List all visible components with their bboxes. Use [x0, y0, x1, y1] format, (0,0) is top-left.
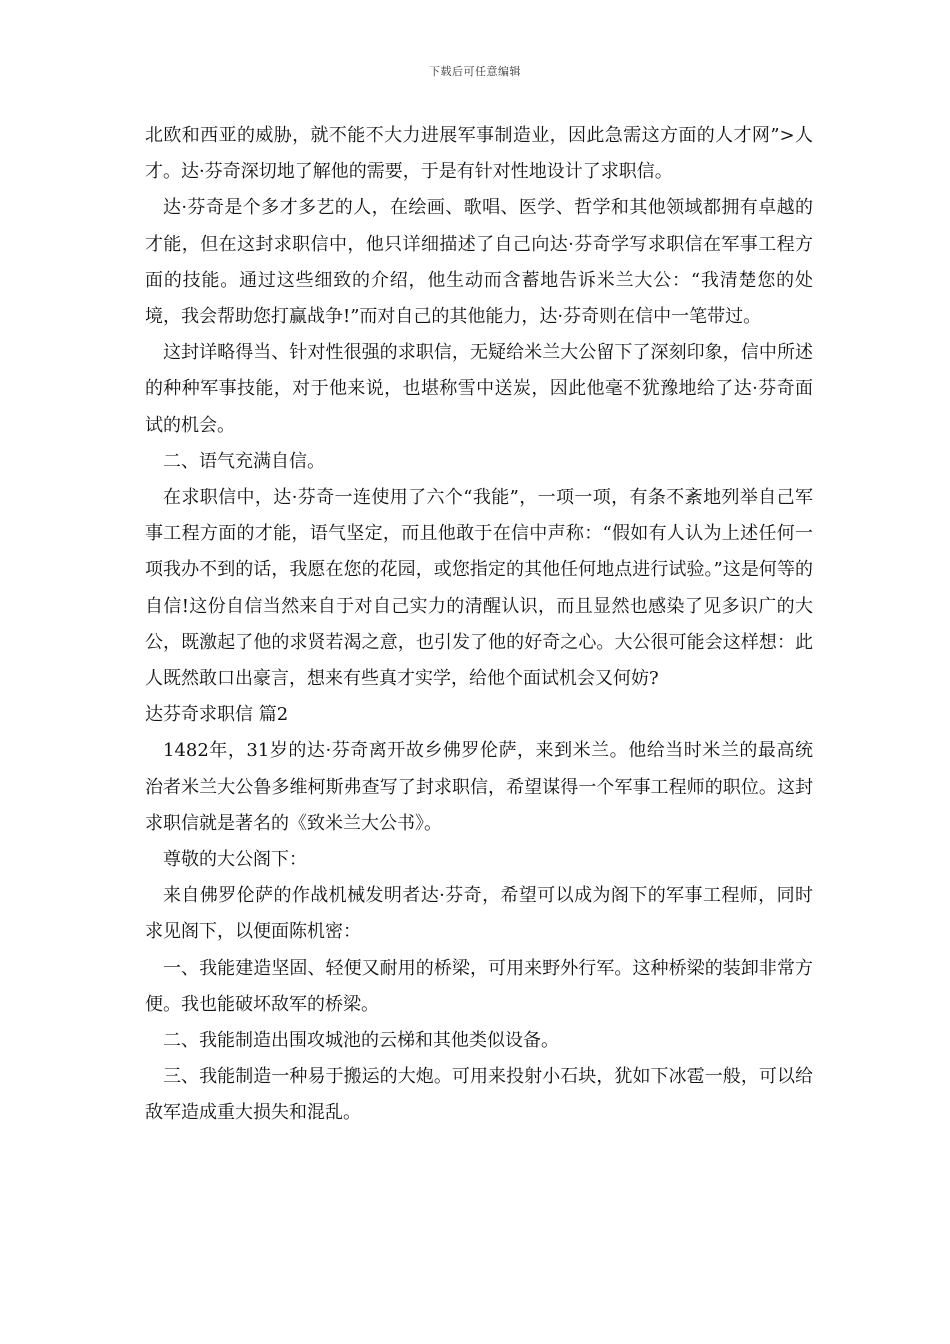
- letter-item-3: 三、我能制造一种易于搬运的大炮。可用来投射小石块，犹如下冰雹一般，可以给敌军造成重大损失和混乱。: [145, 1066, 813, 1124]
- article-title-part-2: 达芬奇求职信 篇2: [145, 704, 289, 726]
- document-body: [145, 118, 813, 1132]
- paragraph-1: 北欧和西亚的威胁，就不能不大力进展军事制造业，因此急需这方面的人才网”>人才。达·芬奇深切地了解他的需要，于是有针对性地设计了求职信。: [145, 125, 813, 183]
- page-header: 下载后可任意编辑: [429, 65, 521, 78]
- letter-item-2: 二、我能制造出围攻城池的云梯和其他类似设备。: [163, 1030, 559, 1052]
- letter-intro: 来自佛罗伦萨的作战机械发明者达·芬奇，希望可以成为阁下的军事工程师，同时求见阁下，以便面陈机密：: [145, 885, 813, 943]
- letter-salutation: 尊敬的大公阁下：: [163, 849, 307, 871]
- letter-item-1: 一、我能建造坚固、轻便又耐用的桥梁，可用来野外行军。这种桥梁的装卸非常方便。我也能破坏敌军的桥梁。: [145, 957, 813, 1015]
- paragraph-3: 这封详略得当、针对性很强的求职信，无疑给米兰大公留下了深刻印象，信中所述的种种军事技能，对于他来说，也堪称雪中送炭，因此他毫不犹豫地给了达·芬奇面试的机会。: [145, 342, 813, 436]
- paragraph-5: 在求职信中，达·芬奇一连使用了六个“我能”，一项一项，有条不紊地列举自己军事工程方面的才能，语气坚定，而且他敢于在信中声称：“假如有人认为上述任何一项我办不到的话，我愿在您的花园，或您指定的其他任何地点进行试验。”这是何等的自信!这份自信当然来自于对自己实力的清醒认识，而且显然也感染了见多识广的大公，既激起了他的求贤若渴之意，也引发了他的好奇之心。大公很可能会这样想：此人既然敢口出豪言，想来有些真才实学，给他个面试机会又何妨?: [145, 487, 813, 690]
- section-heading-tone: 二、语气充满自信。: [163, 450, 325, 472]
- paragraph-2: 达·芬奇是个多才多艺的人，在绘画、歌唱、医学、哲学和其他领域都拥有卓越的才能，但在这封求职信中，他只详细描述了自己向达·芬奇学写求职信在军事工程方面的技能。通过这些细致的介绍，他生动而含蓄地告诉米兰大公：“我清楚您的处境，我会帮助您打赢战争!”而对自己的其他能力，达·芬奇则在信中一笔带过。: [145, 197, 813, 328]
- paragraph-7: 1482年，31岁的达·芬奇离开故乡佛罗伦萨，来到米兰。他给当时米兰的最高统治者米兰大公鲁多维柯斯弗查写了封求职信，希望谋得一个军事工程师的职位。这封求职信就是著名的《致米兰大公书》。: [145, 740, 813, 834]
